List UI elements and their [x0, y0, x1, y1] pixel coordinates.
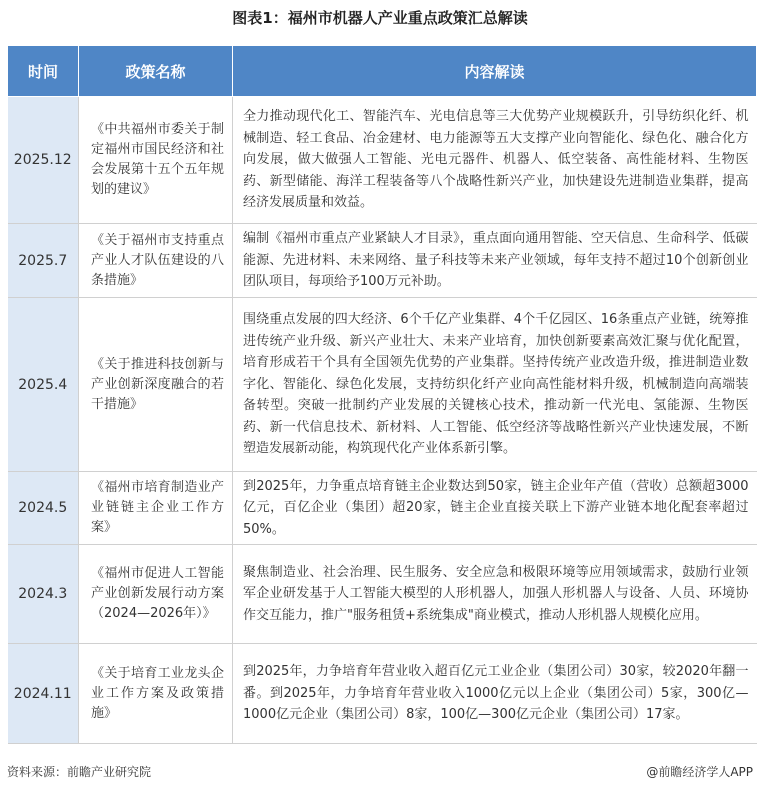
row-content: 编制《福州市重点产业紧缺人才目录》，重点面向通用智能、空天信息、生命科学、低碳能源、先进材料、未来网络、量子科技等未来产业领域，每年支持不超过10个创新创业团队项目，每项给予100万元补助。: [233, 224, 757, 298]
row-policy-name: 《关于培育工业龙头企业工作方案及政策措施》: [79, 644, 233, 744]
table-header-row: [8, 46, 757, 97]
row-time: 2024.3: [8, 545, 79, 644]
row-time: 2025.4: [8, 298, 79, 472]
table-row: [8, 472, 757, 545]
row-time: 2025.7: [8, 224, 79, 298]
footer: [0, 760, 760, 784]
row-content: 聚焦制造业、社会治理、民生服务、安全应急和极限环境等应用领域需求，鼓励行业领军企业研发基于人工智能大模型的人形机器人，加强人形机器人与设备、人员、环境协作交互能力，推广"服务租赁+系统集成"商业模式，推动人形机器人规模化应用。: [233, 545, 757, 644]
policy-table: [7, 45, 757, 744]
table-row: [8, 644, 757, 744]
header-time: 时间: [8, 46, 79, 97]
row-policy-name: 《福州市培育制造业产业链链主企业工作方案》: [79, 472, 233, 545]
row-content: 全力推动现代化工、智能汽车、光电信息等三大优势产业规模跃升，引导纺织化纤、机械制造、轻工食品、冶金建材、电力能源等五大支撑产业向智能化、绿色化、融合化方向发展，做大做强人工智能、光电元器件、机器人、低空装备、高性能材料、生物医药、新型储能、海洋工程装备等八个战略性新兴产业，加快建设先进制造业集群，提高经济发展质量和效益。: [233, 97, 757, 224]
row-policy-name: 《关于福州市支持重点产业人才队伍建设的八条措施》: [79, 224, 233, 298]
table-row: [8, 224, 757, 298]
row-time: 2025.12: [8, 97, 79, 224]
row-content: 到2025年，力争重点培育链主企业数达到50家，链主企业年产值（营收）总额超3000亿元，百亿企业（集团）超20家，链主企业直接关联上下游产业链本地化配套率超过50%。: [233, 472, 757, 545]
table-row: [8, 97, 757, 224]
row-content: 围绕重点发展的四大经济、6个千亿产业集群、4个千亿园区、16条重点产业链，统筹推进传统产业升级、新兴产业壮大、未来产业培育，加快创新要素高效汇聚与优化配置，培育形成若干个具有全国领先优势的产业集群。坚持传统产业改造升级，推进制造业数字化、智能化、绿色化发展，支持纺织化纤产业向高性能材料升级，机械制造向高端装备转型。突破一批制约产业发展的关键核心技术，推动新一代光电、氢能源、生物医药、新一代信息技术、新材料、人工智能、低空经济等战略性新兴产业快速发展，不断塑造发展新动能，构筑现代化产业体系新引擎。: [233, 298, 757, 472]
page-title: 图表1：福州市机器人产业重点政策汇总解读: [232, 9, 528, 27]
table-row: [8, 545, 757, 644]
header-policy-name: 政策名称: [79, 46, 233, 97]
source-note: 资料来源：前瞻产业研究院: [7, 765, 152, 779]
row-time: 2024.5: [8, 472, 79, 545]
table-row: [8, 298, 757, 472]
row-policy-name: 《福州市促进人工智能产业创新发展行动方案（2024—2026年）》: [79, 545, 233, 644]
header-content: 内容解读: [233, 46, 757, 97]
row-policy-name: 《中共福州市委关于制定福州市国民经济和社会发展第十五个五年规划的建议》: [79, 97, 233, 224]
row-policy-name: 《关于推进科技创新与产业创新深度融合的若干措施》: [79, 298, 233, 472]
row-time: 2024.11: [8, 644, 79, 744]
brand-watermark: @前瞻经济学人APP: [646, 765, 753, 779]
row-content: 到2025年，力争培育年营业收入超百亿元工业企业（集团公司）30家，较2020年翻一番。到2025年，力争培育年营业收入1000亿元以上企业（集团公司）5家，300亿—1000亿元企业（集团公司）8家，100亿—300亿元企业（集团公司）17家。: [233, 644, 757, 744]
